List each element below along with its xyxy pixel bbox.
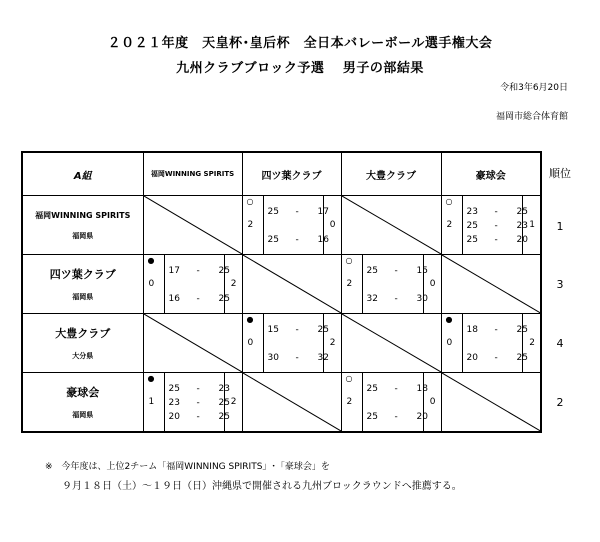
set-dash: - [494,353,498,363]
set-points-own: 16 [168,294,180,304]
set-score [466,352,528,364]
empty-match-slash [144,196,242,254]
set-score [267,206,329,218]
row-label [22,196,143,255]
loss-mark: ● [445,315,453,324]
set-score [168,265,230,277]
column-header: 豪球会 [441,152,541,196]
set-points-opponent: 25 [218,294,230,304]
team-name: 四ツ葉クラブ [49,268,116,281]
set-scores [462,314,528,372]
set-score [366,293,428,305]
set-points-own: 25 [267,207,279,217]
sets-lost: 0 [429,397,436,407]
diagonal-line [442,255,541,313]
set-dash: - [394,266,398,276]
set-points-own: 25 [267,235,279,245]
set-points-opponent: 25 [516,353,528,363]
rank-header: 順位 [549,167,571,180]
set-dash: - [196,384,200,394]
sets-won: 2 [346,397,353,407]
win-mark: ○ [345,256,353,265]
row-label [22,373,143,433]
note-line-1: ※ 今年度は、上位2チーム「福岡WINNING SPIRITS」･「豪球会」を [45,462,330,472]
match-cell [441,314,541,373]
diagonal-line [243,255,341,313]
match-cell [341,373,441,433]
sets-won: 2 [446,220,453,230]
diagonal-line [243,373,341,431]
set-scores [362,255,428,313]
set-score [267,352,329,364]
set-dash: - [295,207,299,217]
table-row [22,255,541,314]
empty-match-slash [442,373,541,431]
team-prefecture: 福岡県 [72,411,94,419]
sets-lost: 1 [529,220,535,230]
set-score [466,206,528,218]
empty-match-slash [342,196,441,254]
set-points-opponent: 20 [516,235,528,245]
set-dash: - [295,353,299,363]
match-cell [143,373,242,433]
set-dash: - [394,294,398,304]
set-scores [263,314,329,372]
set-points-opponent: 25 [218,398,230,408]
set-points-own: 25 [366,412,378,422]
document-subtitle: 九州クラブブロック予選 男子の部結果 [176,61,424,76]
set-points-opponent: 30 [416,294,428,304]
team-name: 豪球会 [66,386,100,399]
league-table [21,151,542,433]
set-points-own: 25 [366,266,378,276]
set-score [168,397,230,409]
set-dash: - [295,325,299,335]
set-points-opponent: 32 [317,353,329,363]
set-points-own: 20 [466,353,478,363]
sets-won: 2 [247,220,254,230]
match-cell [242,196,341,255]
match-cell [341,255,441,314]
set-dash: - [394,412,398,422]
document-title: ２０２１年度 天皇杯･皇后杯 全日本バレーボール選手権大会 [107,36,493,51]
set-score [366,383,428,395]
set-points-opponent: 17 [317,207,329,217]
set-dash: - [494,221,498,231]
set-scores [164,255,230,313]
set-score [168,293,230,305]
sets-lost: 0 [429,279,436,289]
set-points-own: 23 [466,207,478,217]
set-points-opponent: 25 [317,325,329,335]
set-dash: - [394,384,398,394]
set-points-own: 25 [466,221,478,231]
sets-lost: 0 [329,220,336,230]
win-mark: ○ [246,197,254,206]
sets-won: 0 [446,338,453,348]
match-cell [242,373,341,433]
set-score [466,324,528,336]
sets-lost: 2 [329,338,336,348]
diagonal-line [342,314,441,372]
set-scores [462,196,528,254]
set-points-own: 25 [466,235,478,245]
set-scores [164,373,230,431]
set-score [366,411,428,423]
set-points-own: 20 [168,412,180,422]
team-prefecture: 福岡県 [72,231,94,240]
set-dash: - [494,235,498,245]
set-points-opponent: 25 [218,266,230,276]
loss-mark: ● [147,256,155,265]
set-scores [263,196,329,254]
set-points-own: 30 [267,353,279,363]
sets-won: 1 [148,397,155,407]
diagonal-line [144,314,242,372]
set-score [366,265,428,277]
set-scores [362,373,428,431]
set-dash: - [494,207,498,217]
set-points-opponent: 25 [516,207,528,217]
set-points-opponent: 16 [317,235,329,245]
set-dash: - [196,294,200,304]
venue-text: 福岡市総合体育館 [495,112,568,122]
set-points-opponent: 15 [416,266,428,276]
empty-match-slash [243,373,341,431]
set-dash: - [295,235,299,245]
set-dash: - [494,325,498,335]
empty-match-slash [243,255,341,313]
diagonal-line [144,196,242,254]
date-text: 令和3年6月20日 [500,83,568,93]
team-prefecture: 大分県 [72,352,94,360]
sets-won: 2 [346,279,353,289]
set-score [168,383,230,395]
set-score [168,411,230,423]
match-cell [341,196,441,255]
table-row [22,196,541,255]
set-points-opponent: 25 [218,412,230,422]
column-header: 四ツ葉クラブ [242,152,341,196]
match-cell [143,314,242,373]
team-name: 福岡WINNING SPIRITS [35,210,131,220]
set-points-own: 23 [168,398,180,408]
win-mark: ○ [345,374,353,383]
sets-lost: 2 [529,338,535,348]
team-prefecture: 福岡県 [72,293,94,301]
set-points-own: 32 [366,294,378,304]
set-points-own: 15 [267,325,279,335]
win-mark: ○ [445,197,453,206]
team-name: 大豊クラブ [55,327,111,340]
empty-match-slash [442,255,541,313]
set-score [267,324,329,336]
match-cell [441,196,541,255]
table-header-row [22,152,541,196]
set-score [466,234,528,246]
set-points-opponent: 18 [416,384,428,394]
set-dash: - [196,398,200,408]
set-dash: - [196,266,200,276]
group-label: A組 [22,152,143,196]
set-points-own: 17 [168,266,180,276]
set-points-own: 25 [168,384,180,394]
loss-mark: ● [147,374,155,383]
empty-match-slash [342,314,441,372]
set-points-opponent: 20 [416,412,428,422]
match-cell [441,255,541,314]
table-row [22,373,541,433]
sets-lost: 2 [230,279,237,289]
set-points-opponent: 25 [516,325,528,335]
sets-won: 0 [247,338,254,348]
loss-mark: ● [246,315,254,324]
sets-won: 0 [148,279,155,289]
set-score [466,220,528,232]
set-points-opponent: 23 [516,221,528,231]
table-row [22,314,541,373]
match-cell [441,373,541,433]
rank-value: 1 [556,220,564,233]
note-line-2: ９月１８日（土）～１９日（日）沖縄県で開催される九州ブロックラウンドへ推薦する。 [62,481,462,492]
set-dash: - [196,412,200,422]
match-cell [242,314,341,373]
match-cell [242,255,341,314]
set-points-opponent: 23 [218,384,230,394]
match-cell [143,196,242,255]
sets-lost: 2 [230,397,237,407]
match-cell [341,314,441,373]
diagonal-line [442,373,541,431]
rank-value: 4 [556,337,564,350]
rank-value: 3 [556,278,564,291]
set-points-own: 25 [366,384,378,394]
rank-value: 2 [556,396,564,409]
empty-match-slash [144,314,242,372]
set-points-own: 18 [466,325,478,335]
match-cell [143,255,242,314]
diagonal-line [342,196,441,254]
row-label [22,255,143,314]
column-header: 福岡WINNING SPIRITS [143,152,242,196]
column-header: 大豊クラブ [341,152,441,196]
set-score [267,234,329,246]
row-label [22,314,143,373]
